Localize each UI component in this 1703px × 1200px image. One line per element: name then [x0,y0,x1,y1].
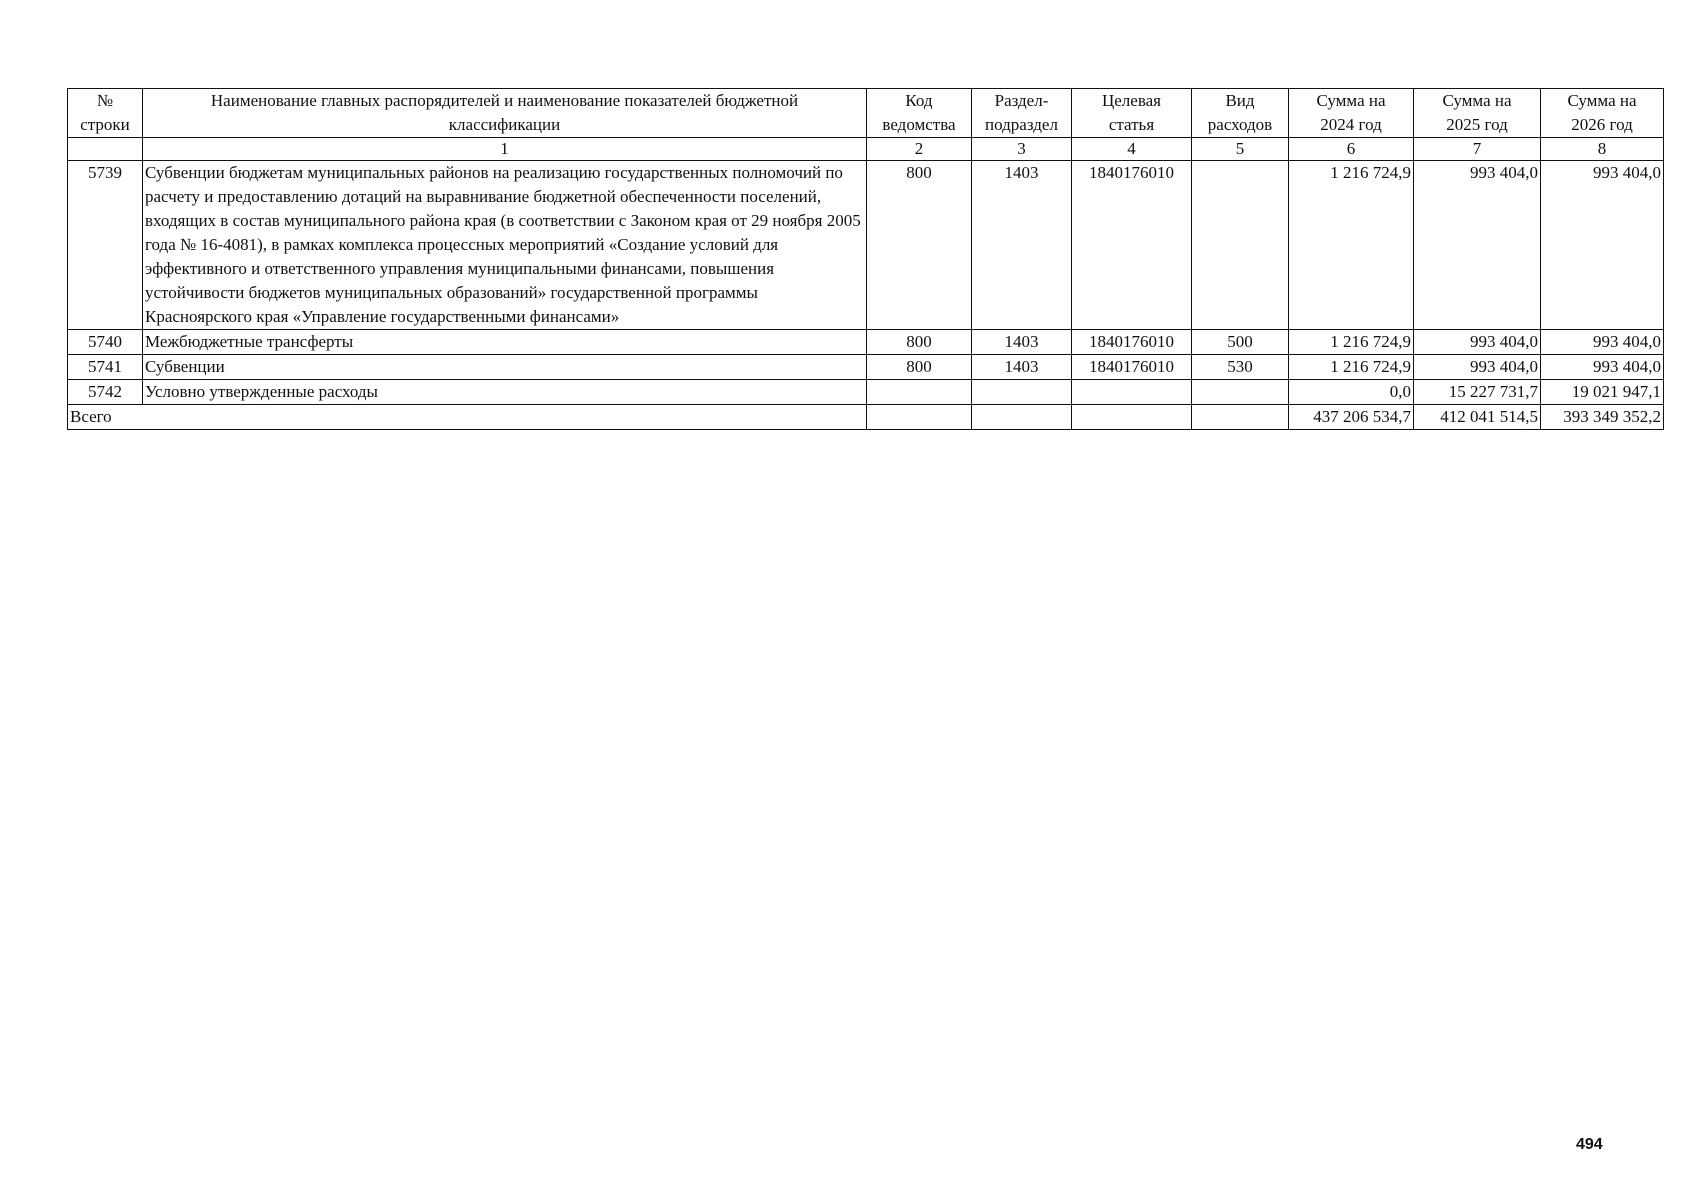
header-dept-code: Код ведомства [867,89,972,138]
column-number: 4 [1072,138,1192,161]
row-sum-2026: 993 404,0 [1541,330,1664,355]
budget-table [67,88,1664,430]
row-number: 5741 [68,355,143,380]
total-sum-2026: 393 349 352,2 [1541,405,1664,430]
column-number: 1 [143,138,867,161]
budget-table-container [67,88,1663,430]
header-sum-2026: Сумма на 2026 год [1541,89,1664,138]
table-row [68,380,1664,405]
row-name: Субвенции бюджетам муниципальных районов на реализацию государственных полномочий по расчету и предоставлению дотаций на выравнивание бюджетной обеспеченности поселений, входящих в состав муниципального района края (в соответствии с Законом края от 29 ноября 2005 года № 16-4081), в рамках комплекса процессных мероприятий «Создание условий для эффективного и ответственного управления муниципальными финансами, повышения устойчивости бюджетов муниципальных образований» государственной программы Красноярского края «Управление государственными финансами» [143,161,867,330]
total-sum-2025: 412 041 514,5 [1414,405,1541,430]
row-expense-type [1192,161,1289,330]
total-row [68,405,1664,430]
row-expense-type: 500 [1192,330,1289,355]
row-section: 1403 [972,330,1072,355]
column-number [68,138,143,161]
table-row [68,330,1664,355]
row-sum-2026: 993 404,0 [1541,161,1664,330]
column-number: 8 [1541,138,1664,161]
row-name: Условно утвержденные расходы [143,380,867,405]
row-target [1072,380,1192,405]
total-sum-2024: 437 206 534,7 [1289,405,1414,430]
table-row [68,161,1664,330]
total-empty-cell [972,405,1072,430]
row-target: 1840176010 [1072,161,1192,330]
row-dept-code [867,380,972,405]
row-target: 1840176010 [1072,330,1192,355]
row-sum-2024: 0,0 [1289,380,1414,405]
row-dept-code: 800 [867,330,972,355]
header-target: Целевая статья [1072,89,1192,138]
row-target: 1840176010 [1072,355,1192,380]
header-row [68,89,1664,138]
row-section [972,380,1072,405]
row-sum-2025: 15 227 731,7 [1414,380,1541,405]
total-empty-cell [867,405,972,430]
row-expense-type: 530 [1192,355,1289,380]
header-section: Раздел- подраздел [972,89,1072,138]
row-expense-type [1192,380,1289,405]
column-number: 2 [867,138,972,161]
header-row-no: № строки [68,89,143,138]
column-number-row [68,138,1664,161]
header-sum-2025: Сумма на 2025 год [1414,89,1541,138]
column-number: 6 [1289,138,1414,161]
row-number: 5739 [68,161,143,330]
row-sum-2025: 993 404,0 [1414,161,1541,330]
row-sum-2025: 993 404,0 [1414,355,1541,380]
row-sum-2025: 993 404,0 [1414,330,1541,355]
total-label: Всего [68,405,867,430]
row-sum-2024: 1 216 724,9 [1289,330,1414,355]
row-dept-code: 800 [867,161,972,330]
header-expense-type: Вид расходов [1192,89,1289,138]
row-section: 1403 [972,161,1072,330]
row-name: Субвенции [143,355,867,380]
row-sum-2024: 1 216 724,9 [1289,161,1414,330]
table-row [68,355,1664,380]
total-empty-cell [1192,405,1289,430]
row-name: Межбюджетные трансферты [143,330,867,355]
total-empty-cell [1072,405,1192,430]
row-number: 5742 [68,380,143,405]
row-section: 1403 [972,355,1072,380]
row-dept-code: 800 [867,355,972,380]
column-number: 3 [972,138,1072,161]
column-number: 5 [1192,138,1289,161]
header-sum-2024: Сумма на 2024 год [1289,89,1414,138]
page-number: 494 [1576,1136,1603,1153]
row-sum-2026: 993 404,0 [1541,355,1664,380]
row-sum-2026: 19 021 947,1 [1541,380,1664,405]
header-name: Наименование главных распорядителей и наименование показателей бюджетной классификации [143,89,867,138]
row-number: 5740 [68,330,143,355]
column-number: 7 [1414,138,1541,161]
row-sum-2024: 1 216 724,9 [1289,355,1414,380]
